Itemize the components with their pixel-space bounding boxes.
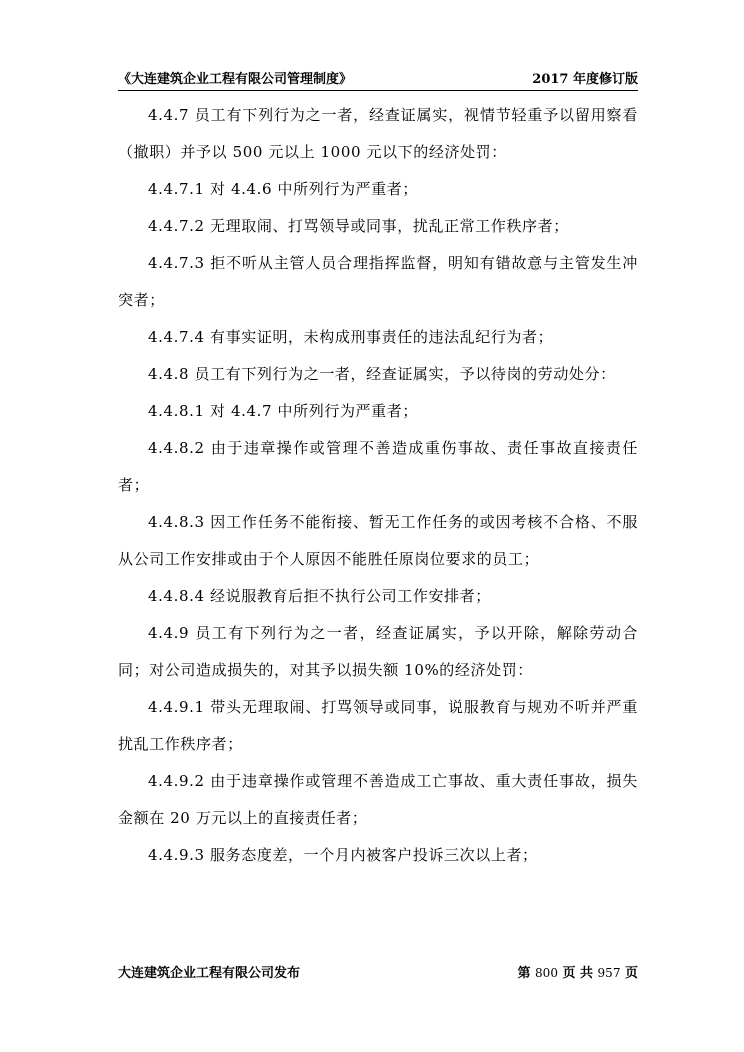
document-title: 《大连建筑企业工程有限公司管理制度》 xyxy=(118,72,353,87)
page-header xyxy=(118,64,638,91)
publisher-label: 大连建筑企业工程有限公司发布 xyxy=(118,966,301,981)
paragraph-4-4-7-2: 4.4.7.2 无理取闹、打骂领导或同事，扰乱正常工作秩序者； xyxy=(148,217,569,235)
paragraph-4-4-8-4: 4.4.8.4 经说服教育后拒不执行公司工作安排者； xyxy=(148,587,491,605)
paragraph-4-4-7-4: 4.4.7.4 有事实证明，未构成刑事责任的违法乱纪行为者； xyxy=(148,328,554,346)
page-footer xyxy=(118,962,638,982)
paragraph-4-4-9-3: 4.4.9.3 服务态度差，一个月内被客户投诉三次以上者； xyxy=(148,846,538,864)
paragraph-4-4-8-2: 4.4.8.2 由于违章操作或管理不善造成重伤事故、责任事故直接责任者； xyxy=(118,439,638,494)
paragraph-4-4-7-3: 4.4.7.3 拒不听从主管人员合理指挥监督，明知有错故意与主管发生冲突者； xyxy=(118,254,638,309)
page-prefix: 第 xyxy=(517,966,531,981)
paragraph-4-4-8: 4.4.8 员工有下列行为之一者，经查证属实，予以待岗的劳动处分： xyxy=(148,365,616,383)
paragraph-4-4-7: 4.4.7 员工有下列行为之一者，经查证属实，视情节轻重予以留用察看（撤职）并予以 500 元以上 1000 元以下的经济处罚： xyxy=(118,106,638,161)
page-current: 800 xyxy=(535,966,558,980)
paragraph-4-4-9: 4.4.9 员工有下列行为之一者，经查证属实，予以开除，解除劳动合同；对公司造成损失的，对其予以损失额 10%的经济处罚： xyxy=(118,624,638,679)
paragraph-4-4-7-1: 4.4.7.1 对 4.4.6 中所列行为严重者； xyxy=(148,180,418,198)
page-suffix: 页 xyxy=(624,966,638,981)
page-total: 957 xyxy=(597,966,621,980)
document-body xyxy=(118,97,638,874)
paragraph-4-4-8-1: 4.4.8.1 对 4.4.7 中所列行为严重者； xyxy=(148,402,418,420)
paragraph-4-4-9-2: 4.4.9.2 由于违章操作或管理不善造成工亡事故、重大责任事故，损失金额在 20 万元以上的直接责任者； xyxy=(118,772,638,827)
page-number xyxy=(518,962,639,981)
paragraph-4-4-8-3: 4.4.8.3 因工作任务不能衔接、暂无工作任务的或因考核不合格、不服从公司工作安排或由于个人原因不能胜任原岗位要求的员工； xyxy=(118,513,638,568)
page-middle: 页 共 xyxy=(562,966,594,981)
paragraph-4-4-9-1: 4.4.9.1 带头无理取闹、打骂领导或同事，说服教育与规劝不听并严重扰乱工作秩序者； xyxy=(118,698,638,753)
edition-label: 2017 年度修订版 xyxy=(532,72,638,87)
